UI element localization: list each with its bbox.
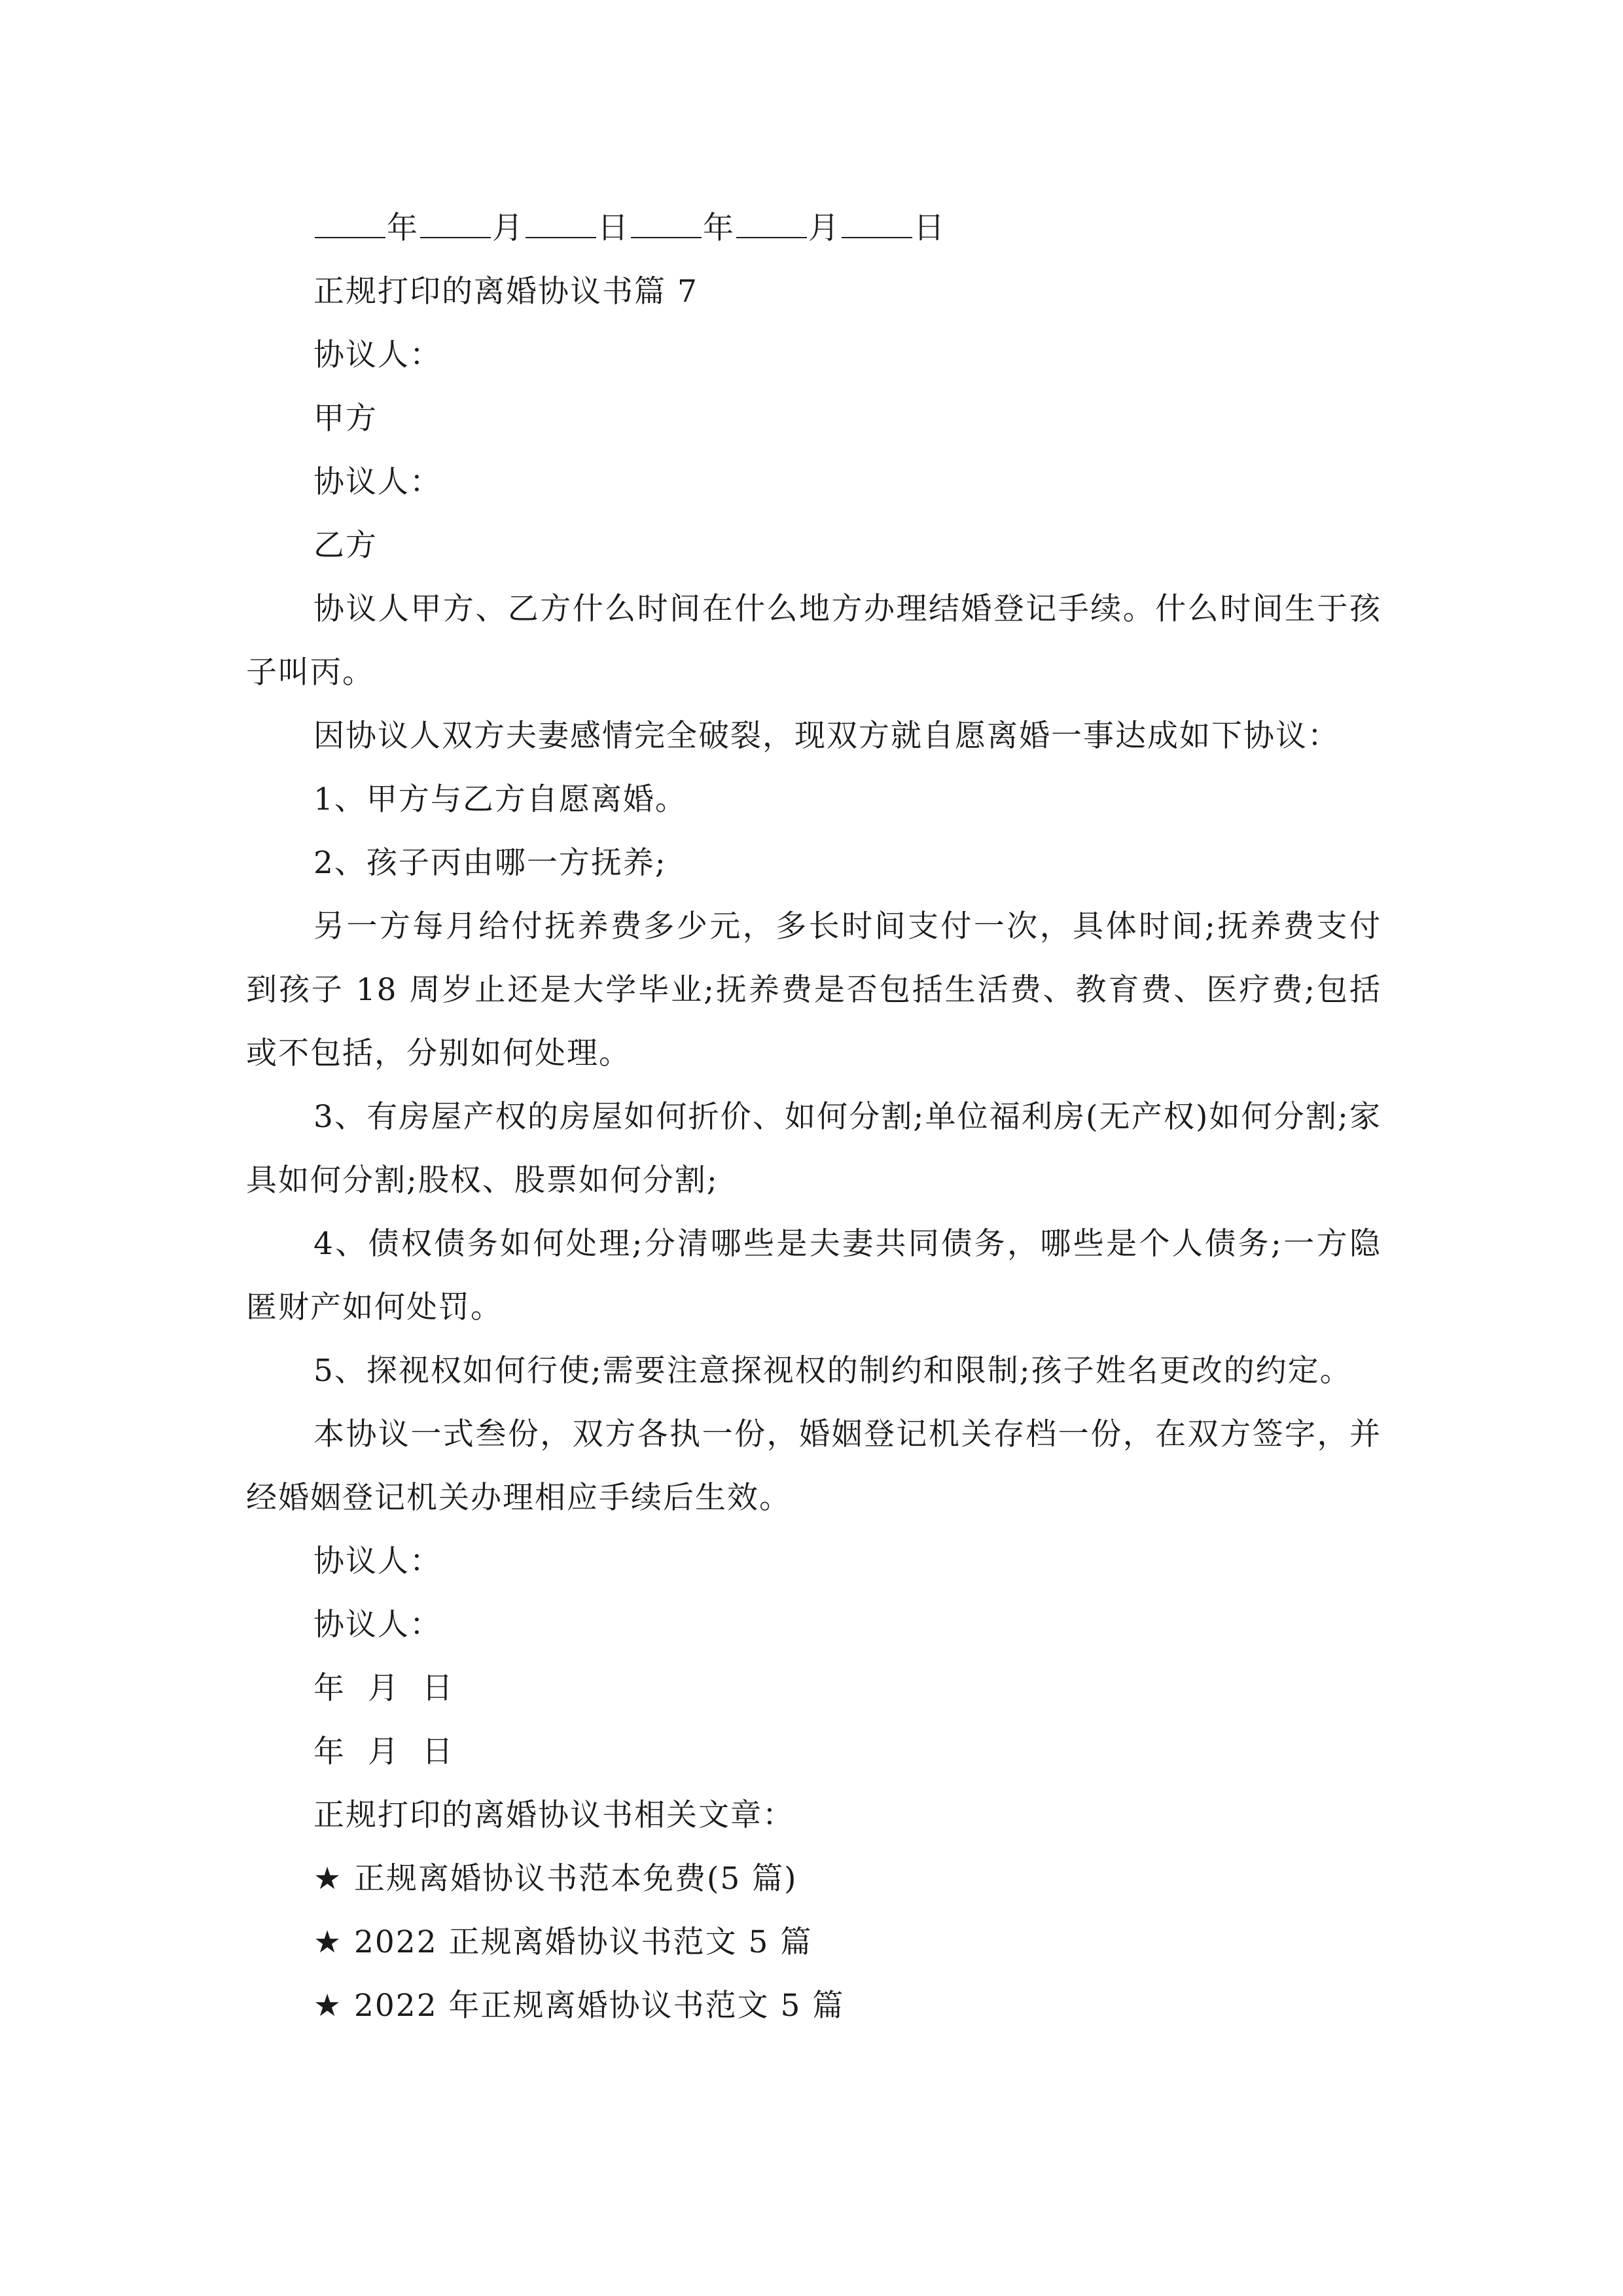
clause-4: 4、债权债务如何处理;分清哪些是夫妻共同债务，哪些是个人债务;一方隐匿财产如何处罚。 xyxy=(246,1226,1382,1325)
party-label: 协议人： xyxy=(313,337,442,373)
party-a: 甲方 xyxy=(313,401,378,437)
related-heading: 正规打印的离婚协议书相关文章： xyxy=(313,1797,794,1833)
related-link[interactable]: 正规离婚协议书范本免费(5 篇) xyxy=(354,1861,798,1897)
signature-date-2: 年 月 日 xyxy=(313,1734,454,1770)
blank-line xyxy=(315,208,385,238)
related-item[interactable] xyxy=(246,1847,1382,1910)
related-link[interactable]: 2022 正规离婚协议书范文 5 篇 xyxy=(354,1924,813,1960)
star-icon: ★ xyxy=(313,1924,343,1960)
signature-date-line xyxy=(246,196,1382,260)
party-label: 协议人： xyxy=(313,464,442,500)
clause-3: 3、有房屋产权的房屋如何折价、如何分割;单位福利房(无产权)如何分割;家具如何分割;股权、股票如何分割; xyxy=(246,1099,1382,1198)
paragraph-effect: 本协议一式叁份，双方各执一份，婚姻登记机关存档一份，在双方签字，并经婚姻登记机关办理相应手续后生效。 xyxy=(246,1416,1382,1516)
date-year: 年 xyxy=(387,210,419,246)
blank-line xyxy=(842,208,912,238)
blank-line xyxy=(631,208,702,238)
star-icon: ★ xyxy=(313,1988,343,2024)
paragraph-agreement: 因协议人双方夫妻感情完全破裂，现双方就自愿离婚一事达成如下协议： xyxy=(313,718,1340,754)
related-item[interactable] xyxy=(246,1974,1382,2037)
clause-1: 1、甲方与乙方自愿离婚。 xyxy=(313,781,687,817)
date-day: 日 xyxy=(597,210,630,246)
section-title: 正规打印的离婚协议书篇 7 xyxy=(313,274,698,310)
clause-2: 2、孩子丙由哪一方抚养; xyxy=(313,845,667,881)
date-month: 月 xyxy=(492,210,524,246)
signature-party-1: 协议人： xyxy=(313,1543,442,1579)
blank-line xyxy=(526,208,596,238)
blank-line xyxy=(420,208,491,238)
signature-date-1: 年 月 日 xyxy=(313,1670,454,1706)
signature-party-2: 协议人： xyxy=(313,1607,442,1643)
clause-2-detail: 另一方每月给付抚养费多少元，多长时间支付一次，具体时间;抚养费支付到孩子 18 周岁止还是大学毕业;抚养费是否包括生活费、教育费、医疗费;包括或不包括，分别如何处理。 xyxy=(246,908,1382,1071)
related-item[interactable] xyxy=(246,1910,1382,1974)
star-icon: ★ xyxy=(313,1861,343,1897)
date-year: 年 xyxy=(703,210,735,246)
clause-5: 5、探视权如何行使;需要注意探视权的制约和限制;孩子姓名更改的约定。 xyxy=(313,1353,1352,1389)
document-page xyxy=(246,196,1382,2037)
date-month: 月 xyxy=(808,210,840,246)
related-link[interactable]: 2022 年正规离婚协议书范文 5 篇 xyxy=(354,1988,845,2024)
paragraph-intro: 协议人甲方、乙方什么时间在什么地方办理结婚登记手续。什么时间生于孩子叫丙。 xyxy=(246,591,1382,691)
date-day: 日 xyxy=(914,210,946,246)
party-b: 乙方 xyxy=(313,528,378,564)
blank-line xyxy=(736,208,807,238)
